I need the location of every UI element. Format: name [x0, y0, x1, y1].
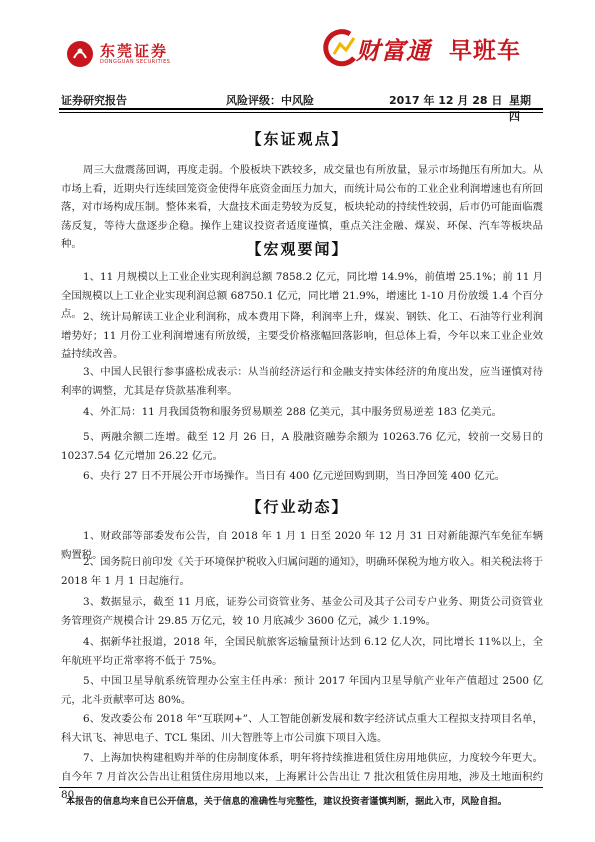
macro-item-6: 6、央行 27 日不开展公开市场操作。当日有 400 亿元逆回购到期，当日净回笼 400 亿元。	[83, 470, 506, 482]
industry-item-2: 2、国务院日前印发《关于环境保护税收入归属问题的通知》，明确环保税为地方收入。相关税法将于 2018 年 1 月 1 日起施行。	[61, 556, 543, 587]
industry-item-6: 6、发改委公布 2018 年“互联网+”、人工智能创新发展和数字经济试点重大工程拟支持项目名单，科大讯飞、神思电子、TCL 集团、川大智胜等上市公司旗下项目入选。	[61, 713, 543, 744]
caifutong-brand	[320, 28, 521, 68]
dongguan-securities-logo	[66, 40, 170, 68]
right-brand-sub: 早班车	[449, 37, 521, 64]
report-weekday: 星期四	[509, 94, 531, 123]
header-rule	[59, 108, 543, 110]
macro-item-1: 1、11 月规模以上工业企业实现利润总额 7858.2 亿元，同比增 14.9%，前值增 25.1%；前 11 月全国规模以上工业企业实现利润总额 68750.1 亿元，同比增 21.9%，增速比 1-10 月份放缓 1.4 个百分点。	[61, 271, 543, 320]
page-header	[0, 0, 595, 95]
view-paragraph: 周三大盘震荡回调，再度走弱。个股板块下跌较多，成交量也有所放量，显示市场抛压有所加大。从市场上看，近期央行连续回笼资金使得年底资金面压力加大，而统计局公布的工业企业利润增速也有所回落，对市场构成压制。整体来看，大盘技术面走势较为反复，板块轮动的持续性较弱，后市仍可能面临震荡反复，等待大盘逐步企稳。操作上建议投资者适度谨慎，重点关注金融、煤炭、环保、汽车等板块品种。	[61, 164, 543, 250]
section-title-industry: 【行业动态】	[246, 498, 349, 516]
report-date: 2017 年 12 月 28 日	[389, 94, 503, 107]
section-title-view: 【东证观点】	[246, 130, 349, 148]
header-rule-thin	[59, 112, 543, 113]
industry-item-1: 1、财政部等部委发布公告，自 2018 年 1 月 1 日至 2020 年 12 月 31 日对新能源汽车免征车辆购置税。	[61, 530, 543, 561]
footer-disclaimer: 本报告的信息均来自已公开信息，关于信息的准确性与完整性，建议投资者谨慎判断，据此入市，风险自担。	[66, 796, 507, 807]
macro-item-5: 5、两融余额二连增。截至 12 月 26 日，A 股融资融券余额为 10263.76 亿元，较前一交易日的 10237.54 亿元增加 26.22 亿元。	[61, 431, 543, 462]
left-logo-sub: DONGGUAN SECURITIES	[100, 59, 171, 65]
left-logo-text: 东莞证券	[100, 42, 169, 60]
risk-rating: 风险评级：中风险	[226, 94, 314, 107]
footer-rule	[59, 787, 543, 788]
industry-item-7: 7、上海加快构建租购并举的住房制度体系，明年将持续推进租赁住房用地供应，力度较今年更大。自今年 7 月首次公告出让租赁住房用地以来，上海累计公告出让 7 批次租赁住房用地，涉及土地面积约 80	[61, 752, 543, 801]
section-title-macro: 【宏观要闻】	[246, 240, 349, 258]
right-brand: 财富通	[356, 36, 431, 65]
industry-item-5: 5、中国卫星导航系统管理办公室主任冉承：预计 2017 年国内卫星导航产业年产值超过 2500 亿元，北斗贡献率可达 80%。	[61, 675, 543, 706]
macro-item-2: 2、统计局解读工业企业利润称，成本费用下降，利润率上升，煤炭、钢铁、化工、石油等行业利润增势好；11 月份工业利润增速有所放缓，主要受价格涨幅回落影响，但总体上看，今年以来工业企业效益持续改善。	[61, 311, 543, 360]
industry-item-3: 3、数据显示，截至 11 月底，证券公司资管业务、基金公司及其子公司专户业务、期货公司资管业务管理资产规模合计 29.85 万亿元，较 10 月底减少 3600 亿元，减少 1.19%。	[61, 596, 543, 627]
industry-item-4: 4、据新华社报道，2018 年，全国民航旅客运输量预计达到 6.12 亿人次，同比增长 11%以上，全年航班平均正常率将不低于 75%。	[61, 636, 543, 667]
seal-icon	[66, 40, 94, 68]
macro-item-3: 3、中国人民银行参事盛松成表示：从当前经济运行和金融支持实体经济的角度出发，应当谨慎对待利率的调整，尤其是存贷款基准利率。	[61, 366, 543, 397]
macro-item-4: 4、外汇局：11 月我国货物和服务贸易顺差 288 亿美元，其中服务贸易逆差 183 亿美元。	[83, 406, 502, 418]
report-type: 证券研究报告	[61, 94, 127, 107]
